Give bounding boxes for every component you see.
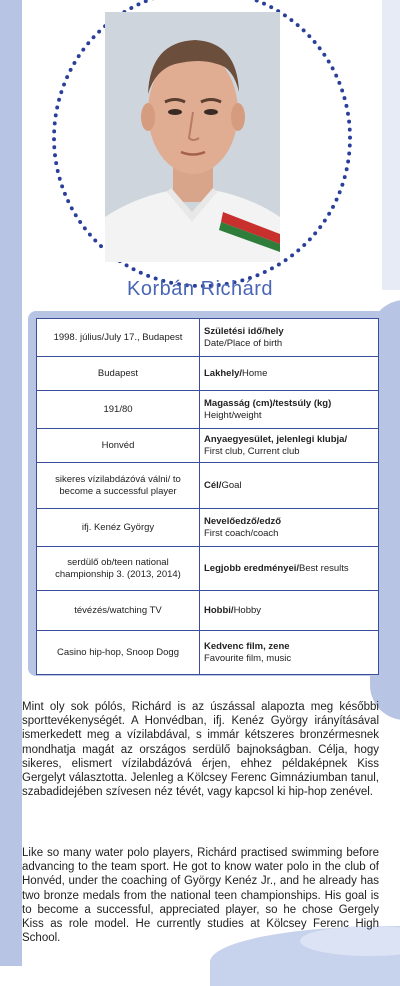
info-row [37,631,379,675]
paragraph-english: Like so many water polo players, Richárd practised swimming before advancing to the team sport. He got to know water polo in the club of Honvéd, under the coaching of György Kenéz Jr., and he already has two bronze medals from the national teen championships. His goal is to become a successful, appreciated player, so he chose Gergely Kiss as role model. He currently studies at Kölcsey Ferenc High School. [22,847,379,945]
info-label-english: First coach/coach [204,527,279,539]
info-label [200,391,379,429]
left-decor-band [0,0,22,966]
info-row [37,429,379,463]
info-value: 191/80 [37,391,200,429]
info-value: Budapest [37,357,200,391]
info-label [200,463,379,509]
info-label-bold: Hobbi/ [204,604,234,616]
info-row [37,463,379,509]
info-label-rest: Hobby [233,604,262,616]
info-label-bold: Magasság (cm)/testsúly (kg) [204,397,332,409]
info-label-rest: Goal [221,479,242,491]
info-label-bold: Születési idő/hely [204,325,284,337]
info-table [36,318,379,675]
info-label-english: Date/Place of birth [204,337,283,349]
portrait-illustration [105,12,280,262]
info-value: Casino hip-hop, Snoop Dogg [37,631,200,675]
info-value: serdülő ob/teen national championship 3. (2013, 2014) [37,547,200,591]
info-label [200,631,379,675]
info-value: Honvéd [37,429,200,463]
info-label-rest: Best results [299,562,349,574]
info-label [200,357,379,391]
info-label-english: First club, Current club [204,445,300,457]
info-label [200,429,379,463]
info-row [37,357,379,391]
info-value: sikeres vízilabdázóvá válni/ to become a successful player [37,463,200,509]
portrait-photo [105,12,280,262]
info-value: tévézés/watching TV [37,591,200,631]
info-row [37,319,379,357]
info-label [200,547,379,591]
info-label-bold: Lakhely/ [204,367,243,379]
info-label-bold: Nevelőedző/edző [204,515,282,527]
info-row [37,591,379,631]
info-value: 1998. július/July 17., Budapest [37,319,200,357]
info-label [200,509,379,547]
info-label-bold: Anyaegyesület, jelenlegi klubja/ [204,433,348,445]
info-label [200,591,379,631]
info-label-rest: Home [242,367,268,379]
player-name: Korbán Richárd [127,278,273,300]
info-label-bold: Kedvenc film, zene [204,640,290,652]
info-row [37,391,379,429]
info-label-bold: Legjobb eredményei/ [204,562,300,574]
info-label-bold: Cél/ [204,479,222,491]
info-label [200,319,379,357]
info-label-english: Height/weight [204,409,262,421]
right-decor-band [382,0,400,290]
info-value: ifj. Kenéz György [37,509,200,547]
info-row [37,547,379,591]
info-label-english: Favourite film, music [204,652,292,664]
paragraph-hungarian: Mint oly sok pólós, Richárd is az úszással alapozta meg későbbi sporttevékenységét. A Honvédban, ifj. Kenéz György irányításával ismerkedett meg a vízilabdával, s immár kétszeres bronzérmesnek mondhatja magát az országos serdülő bajnokságban. Célja, hogy sikeres, elismert vízilabdázóvá érjen, ehhez példaképnek Kiss Gergelyt választotta. Jelenleg a Kölcsey Ferenc Gimnáziumban tanul, szabadidejében szívesen néz tévét, vagy kapcsol ki hip-hop zenével. [22,701,379,799]
info-row [37,509,379,547]
